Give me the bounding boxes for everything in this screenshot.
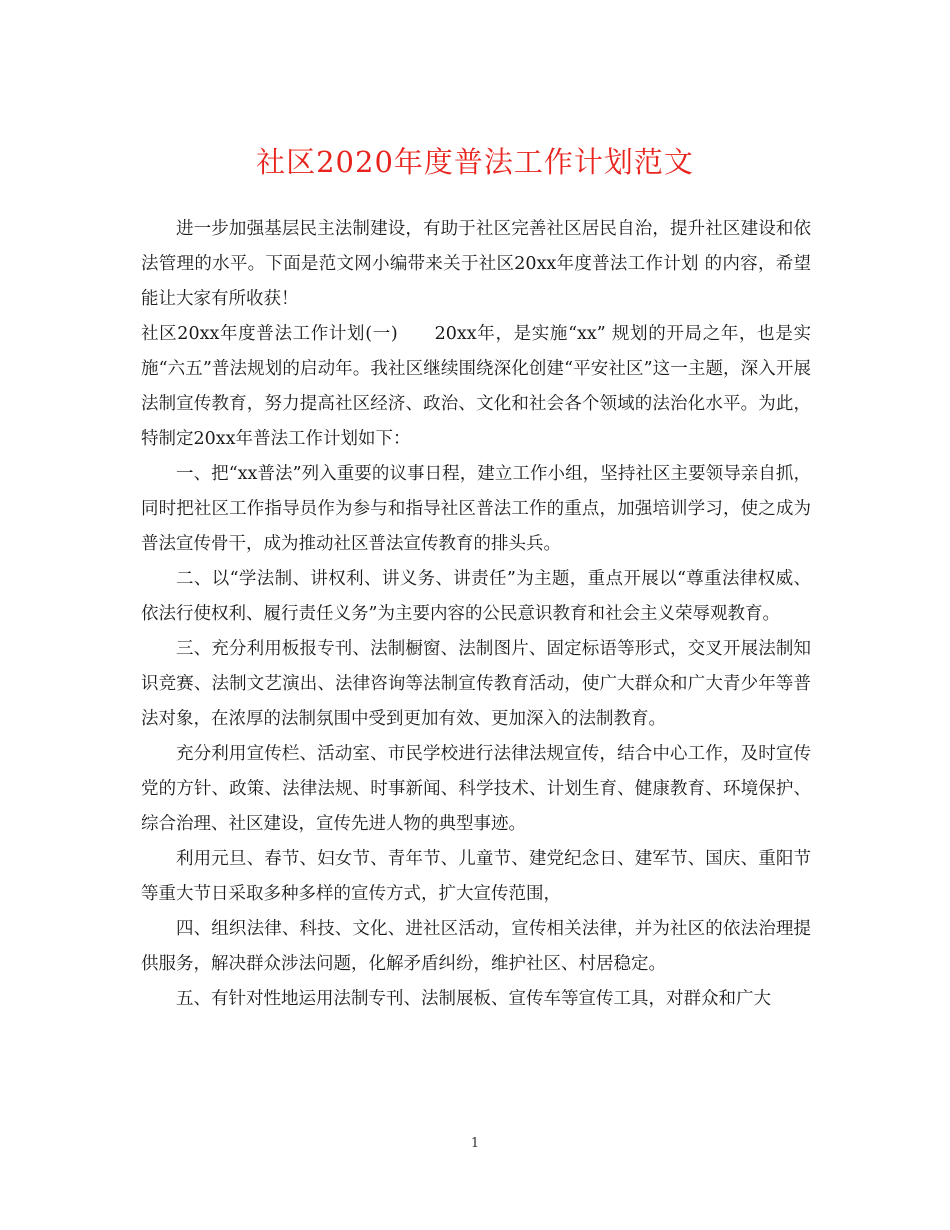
paragraph-item-5: 五、有针对性地运用法制专刊、法制展板、宣传车等宣传工具，对群众和广大	[176, 989, 771, 1009]
page-number: 1	[470, 1136, 480, 1151]
paragraph-item-2: 二、以“学法制、讲权利、讲义务、讲责任”为主题，重点开展以“尊重法律权威、依法行使权利、履行责任义务”为主要内容的公民意识教育和社会主义荣辱观教育。	[141, 569, 811, 624]
paragraph-intro: 进一步加强基层民主法制建设，有助于社区完善社区居民自治，提升社区建设和依法管理的水平。下面是范文网小编带来关于社区20xx年度普法工作计划 的内容，希望能让大家有所收获！	[141, 219, 811, 309]
paragraph-item-3-cont-b: 利用元旦、春节、妇女节、青年节、儿童节、建党纪念日、建军节、国庆、重阳节等重大节日采取多种多样的宣传方式，扩大宣传范围，	[141, 849, 811, 904]
document-body	[141, 212, 811, 1017]
paragraph-item-3-cont-a: 充分利用宣传栏、活动室、市民学校进行法律法规宣传，结合中心工作，及时宣传党的方针、政策、法律法规、时事新闻、科学技术、计划生育、健康教育、环境保护、综合治理、社区建设，宣传先进人物的典型事迹。	[141, 744, 811, 834]
paragraph-item-4: 四、组织法律、科技、文化、进社区活动，宣传相关法律，并为社区的依法治理提供服务，解决群众涉法问题，化解矛盾纠纷，维护社区、村居稳定。	[141, 919, 811, 974]
paragraph-item-1: 一、把“xx普法”列入重要的议事日程，建立工作小组，坚持社区主要领导亲自抓，同时把社区工作指导员作为参与和指导社区普法工作的重点，加强培训学习，使之成为普法宣传骨干，成为推动社区普法宣传教育的排头兵。	[141, 464, 811, 554]
page-title: 社区2020年度普法工作计划范文	[256, 145, 694, 179]
paragraph-plan-heading: 社区20xx年度普法工作计划(一) 20xx年，是实施“xx” 规划的开局之年，也是实施“六五”普法规划的启动年。我社区继续围绕深化创建“平安社区”这一主题，深入开展法制宣传教育，努力提高社区经济、政治、文化和社会各个领域的法治化水平。为此，特制定20xx年普法工作计划如下：	[141, 324, 811, 449]
paragraph-item-3: 三、充分利用板报专刊、法制橱窗、法制图片、固定标语等形式，交叉开展法制知识竞赛、法制文艺演出、法律咨询等法制宣传教育活动，使广大群众和广大青少年等普法对象，在浓厚的法制氛围中受到更加有效、更加深入的法制教育。	[141, 639, 811, 729]
